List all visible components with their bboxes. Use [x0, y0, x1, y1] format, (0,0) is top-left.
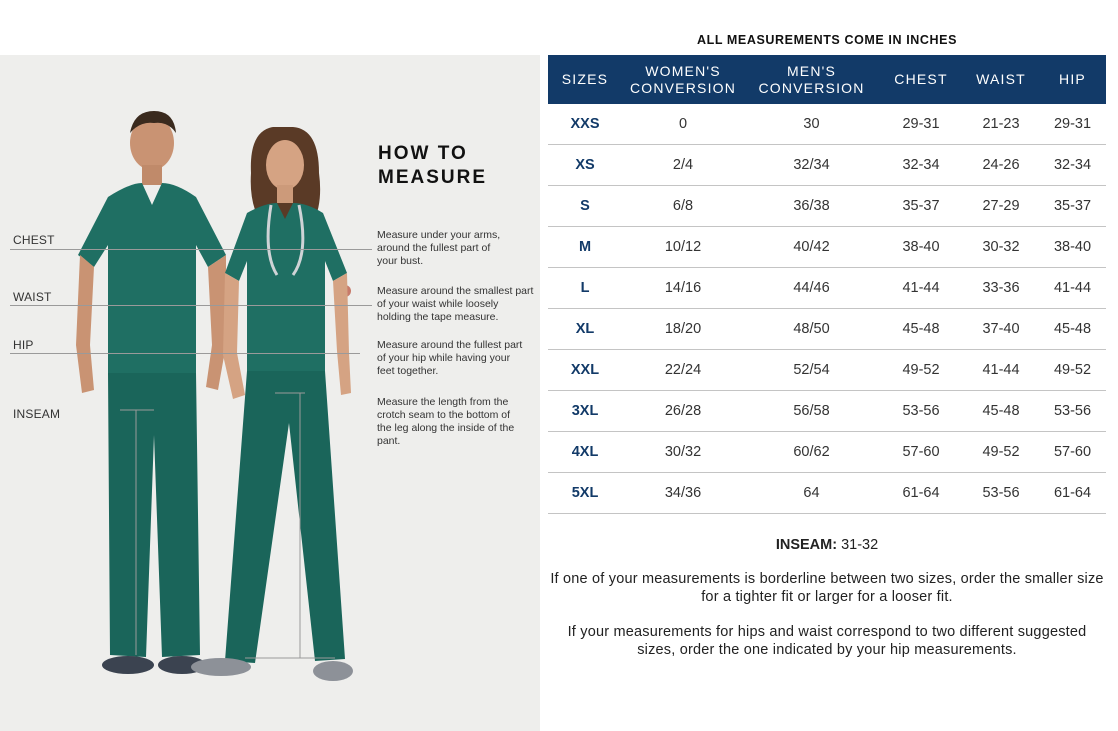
womens-cell: 6/8	[622, 186, 744, 227]
waist-cell: 27-29	[963, 186, 1039, 227]
size-rows	[548, 104, 1106, 514]
womens-cell: 26/28	[622, 391, 744, 432]
mens-cell: 44/46	[744, 268, 879, 309]
header-waist: WAIST	[963, 55, 1039, 104]
table-row	[548, 186, 1106, 227]
hip-cell: 57-60	[1039, 432, 1106, 473]
hip-cell: 29-31	[1039, 104, 1106, 145]
waist-guide-line	[10, 305, 372, 306]
chest-cell: 35-37	[879, 186, 963, 227]
mens-cell: 40/42	[744, 227, 879, 268]
womens-cell: 0	[622, 104, 744, 145]
waist-cell: 33-36	[963, 268, 1039, 309]
header-hip: HIP	[1039, 55, 1106, 104]
womens-cell: 10/12	[622, 227, 744, 268]
size-label-cell: 5XL	[548, 473, 622, 514]
header-mens-line1: MEN'S	[786, 62, 837, 79]
mens-cell: 48/50	[744, 309, 879, 350]
table-row	[548, 227, 1106, 268]
waist-cell: 41-44	[963, 350, 1039, 391]
inseam-instruction: Measure the length from the crotch seam to the bottom of the leg along the inside of the pant.	[377, 396, 515, 447]
waist-cell: 49-52	[963, 432, 1039, 473]
title-line-1: HOW TO	[378, 143, 468, 164]
size-label-cell: 3XL	[548, 391, 622, 432]
inseam-summary-label: INSEAM:	[775, 537, 838, 553]
how-to-measure-title	[378, 142, 528, 190]
hip-cell: 45-48	[1039, 309, 1106, 350]
title-line-2: MEASURE	[378, 167, 488, 188]
table-row	[548, 350, 1106, 391]
chest-instruction: Measure under your arms, around the fullest part of your bust.	[377, 229, 501, 267]
waist-cell: 53-56	[963, 473, 1039, 514]
chest-cell: 49-52	[879, 350, 963, 391]
size-chart-table	[548, 55, 1106, 514]
hip-waist-note: If your measurements for hips and waist correspond to two different suggested sizes, order the one indicated by your hip measurements.	[567, 624, 1087, 658]
table-caption: ALL MEASUREMENTS COME IN INCHES	[696, 33, 958, 47]
mens-cell: 32/34	[744, 145, 879, 186]
table-row	[548, 104, 1106, 145]
mens-cell: 64	[744, 473, 879, 514]
hip-cell: 35-37	[1039, 186, 1106, 227]
size-label-cell: XL	[548, 309, 622, 350]
table-row	[548, 391, 1106, 432]
chest-cell: 41-44	[879, 268, 963, 309]
womens-cell: 18/20	[622, 309, 744, 350]
hip-cell: 61-64	[1039, 473, 1106, 514]
chest-guide-line	[10, 249, 372, 250]
table-row	[548, 145, 1106, 186]
mens-cell: 56/58	[744, 391, 879, 432]
header-mens-line2: CONVERSION	[758, 79, 865, 96]
size-label-cell: S	[548, 186, 622, 227]
header-womens-line1: WOMEN'S	[645, 62, 721, 79]
chest-cell: 45-48	[879, 309, 963, 350]
size-label-cell: L	[548, 268, 622, 309]
mens-cell: 60/62	[744, 432, 879, 473]
womens-cell: 30/32	[622, 432, 744, 473]
hip-cell: 32-34	[1039, 145, 1106, 186]
chest-cell: 32-34	[879, 145, 963, 186]
table-row	[548, 268, 1106, 309]
womens-cell: 34/36	[622, 473, 744, 514]
hip-cell: 41-44	[1039, 268, 1106, 309]
mens-cell: 30	[744, 104, 879, 145]
mens-cell: 52/54	[744, 350, 879, 391]
chest-cell: 61-64	[879, 473, 963, 514]
waist-cell: 24-26	[963, 145, 1039, 186]
borderline-note: If one of your measurements is borderline between two sizes, order the smaller size for a tighter fit or larger for a looser fit.	[550, 571, 1104, 605]
size-label-cell: 4XL	[548, 432, 622, 473]
size-label-cell: XXS	[548, 104, 622, 145]
how-to-measure-panel	[0, 55, 540, 731]
size-label-cell: XS	[548, 145, 622, 186]
womens-cell: 22/24	[622, 350, 744, 391]
waist-cell: 37-40	[963, 309, 1039, 350]
hip-cell: 53-56	[1039, 391, 1106, 432]
chest-cell: 29-31	[879, 104, 963, 145]
mens-cell: 36/38	[744, 186, 879, 227]
womens-cell: 14/16	[622, 268, 744, 309]
table-row	[548, 473, 1106, 514]
hip-label: HIP	[13, 338, 34, 352]
chest-cell: 57-60	[879, 432, 963, 473]
table-header-row	[548, 55, 1106, 104]
hip-guide-line	[10, 353, 360, 354]
inseam-summary	[548, 537, 1106, 553]
table-row	[548, 309, 1106, 350]
header-womens-conversion	[622, 55, 744, 104]
header-sizes: SIZES	[548, 55, 622, 104]
inseam-label: INSEAM	[13, 407, 61, 421]
waist-cell: 45-48	[963, 391, 1039, 432]
header-chest: CHEST	[879, 55, 963, 104]
table-row	[548, 432, 1106, 473]
size-label-cell: XXL	[548, 350, 622, 391]
chest-cell: 53-56	[879, 391, 963, 432]
size-label-cell: M	[548, 227, 622, 268]
waist-cell: 21-23	[963, 104, 1039, 145]
hip-instruction: Measure around the fullest part of your hip while having your feet together.	[377, 339, 523, 377]
waist-instruction: Measure around the smallest part of your waist while loosely holding the tape measure.	[377, 285, 534, 323]
womens-cell: 2/4	[622, 145, 744, 186]
chest-cell: 38-40	[879, 227, 963, 268]
chest-label: CHEST	[13, 233, 55, 247]
waist-cell: 30-32	[963, 227, 1039, 268]
female-model-figure	[185, 123, 375, 693]
inseam-summary-value: 31-32	[841, 537, 879, 553]
header-mens-conversion	[744, 55, 879, 104]
header-womens-line2: CONVERSION	[629, 79, 737, 96]
waist-label: WAIST	[13, 290, 52, 304]
hip-cell: 38-40	[1039, 227, 1106, 268]
hip-cell: 49-52	[1039, 350, 1106, 391]
